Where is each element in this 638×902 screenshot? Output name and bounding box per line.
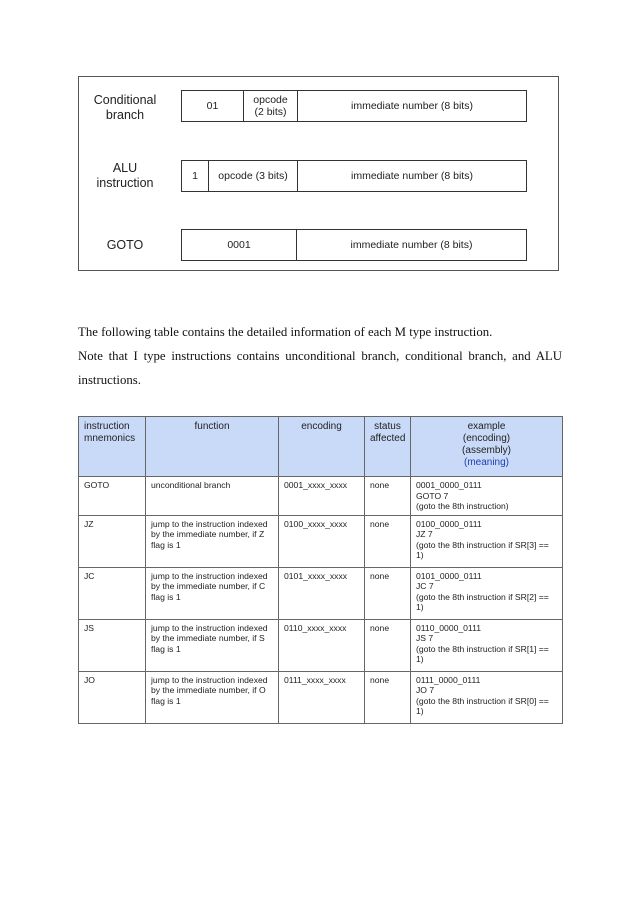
label-line: instruction	[96, 176, 154, 190]
field-text: 0001	[227, 239, 251, 251]
cell-example	[411, 567, 563, 619]
cell-status: none	[365, 477, 411, 516]
cell-encoding: 0001_xxxx_xxxx	[279, 477, 365, 516]
header-line-meaning: (meaning)	[463, 457, 510, 468]
field-text: opcode	[253, 94, 288, 106]
cell-encoding: 0100_xxxx_xxxx	[279, 515, 365, 567]
example-encoding: 0110_0000_0111	[416, 622, 481, 633]
header-status	[365, 417, 411, 477]
example-encoding: 0001_0000_0111	[416, 480, 482, 490]
cell-encoding: 0111_xxxx_xxxx	[279, 671, 365, 723]
example-meaning: (goto the 8th instruction if SR[3] == 1)	[416, 539, 549, 560]
header-function	[146, 417, 279, 477]
header-line: status	[374, 421, 401, 432]
cell-example	[411, 619, 563, 671]
example-assembly: JO 7	[416, 685, 435, 695]
table-header-row	[79, 417, 563, 477]
example-assembly: JS 7	[416, 633, 434, 643]
field-text: immediate number (8 bits)	[351, 100, 473, 112]
header-line: mnemonics	[84, 433, 136, 444]
field-text: immediate number (8 bits)	[351, 170, 473, 182]
label-line: ALU	[112, 161, 138, 175]
example-meaning: (goto the 8th instruction if SR[2] == 1)	[416, 591, 549, 612]
example-meaning: (goto the 8th instruction if SR[0] == 1)	[416, 695, 549, 716]
header-mnemonics	[79, 417, 146, 477]
table-row	[79, 567, 563, 619]
cell-status: none	[365, 671, 411, 723]
header-line: affected	[370, 433, 406, 444]
header-line: encoding	[301, 421, 342, 432]
cell-status: none	[365, 619, 411, 671]
field-text: 01	[206, 100, 219, 112]
label-line: Conditional	[93, 93, 157, 107]
example-assembly: GOTO 7	[416, 490, 449, 501]
cell-function: jump to the instruction indexed by the immediate number, if S flag is 1	[146, 619, 279, 671]
cell-example	[411, 477, 563, 516]
row-label-alu-instruction	[79, 161, 171, 191]
paragraph-line-1: The following table contains the detailed information of each M type instruction.	[78, 325, 493, 339]
label-line: GOTO	[106, 238, 144, 252]
field-alu-immediate	[297, 160, 527, 192]
table-row	[79, 515, 563, 567]
example-encoding: 0101_0000_0111	[416, 570, 482, 581]
paragraph-line-2: Note that I type instructions contains unconditional branch, conditional branch, and ALU instructions.	[78, 349, 562, 387]
field-alu-prefix	[181, 160, 209, 192]
field-text: opcode (3 bits)	[218, 170, 288, 182]
field-cond-opcode	[243, 90, 298, 122]
cell-function: unconditional branch	[146, 477, 279, 516]
field-text: (2 bits)	[254, 106, 287, 118]
cell-function: jump to the instruction indexed by the immediate number, if C flag is 1	[146, 567, 279, 619]
header-encoding	[279, 417, 365, 477]
cell-mnemonic: JZ	[79, 515, 146, 567]
field-alu-opcode	[208, 160, 298, 192]
field-text: immediate number (8 bits)	[350, 239, 473, 251]
field-goto-prefix	[181, 229, 297, 261]
cell-example	[411, 515, 563, 567]
field-goto-immediate	[296, 229, 527, 261]
label-line: branch	[105, 108, 145, 122]
example-assembly: JZ 7	[416, 529, 433, 539]
row-label-conditional-branch	[79, 93, 171, 123]
table-row	[79, 477, 563, 516]
example-meaning: (goto the 8th instruction)	[416, 501, 509, 511]
header-line: (assembly)	[462, 445, 511, 456]
cell-function: jump to the instruction indexed by the immediate number, if O flag is 1	[146, 671, 279, 723]
cell-encoding: 0101_xxxx_xxxx	[279, 567, 365, 619]
header-line: instruction	[84, 421, 130, 432]
field-cond-prefix	[181, 90, 244, 122]
header-line: example	[467, 421, 506, 432]
example-encoding: 0111_0000_0111	[416, 674, 481, 685]
cell-status: none	[365, 567, 411, 619]
row-label-goto	[79, 238, 171, 253]
header-line: function	[194, 421, 230, 432]
field-cond-immediate	[297, 90, 527, 122]
cell-example	[411, 671, 563, 723]
table-row	[79, 619, 563, 671]
example-encoding: 0100_0000_0111	[416, 518, 482, 529]
cell-mnemonic: JS	[79, 619, 146, 671]
description-paragraph	[78, 320, 562, 392]
cell-encoding: 0110_xxxx_xxxx	[279, 619, 365, 671]
header-line: (encoding)	[462, 433, 511, 444]
instruction-format-diagram	[78, 76, 559, 271]
cell-mnemonic: GOTO	[79, 477, 146, 516]
cell-mnemonic: JO	[79, 671, 146, 723]
table-row	[79, 671, 563, 723]
cell-mnemonic: JC	[79, 567, 146, 619]
cell-function: jump to the instruction indexed by the immediate number, if Z flag is 1	[146, 515, 279, 567]
cell-status: none	[365, 515, 411, 567]
header-example	[411, 417, 563, 477]
instruction-table	[78, 416, 563, 724]
example-assembly: JC 7	[416, 581, 434, 591]
example-meaning: (goto the 8th instruction if SR[1] == 1)	[416, 643, 549, 664]
field-text: 1	[192, 170, 198, 182]
